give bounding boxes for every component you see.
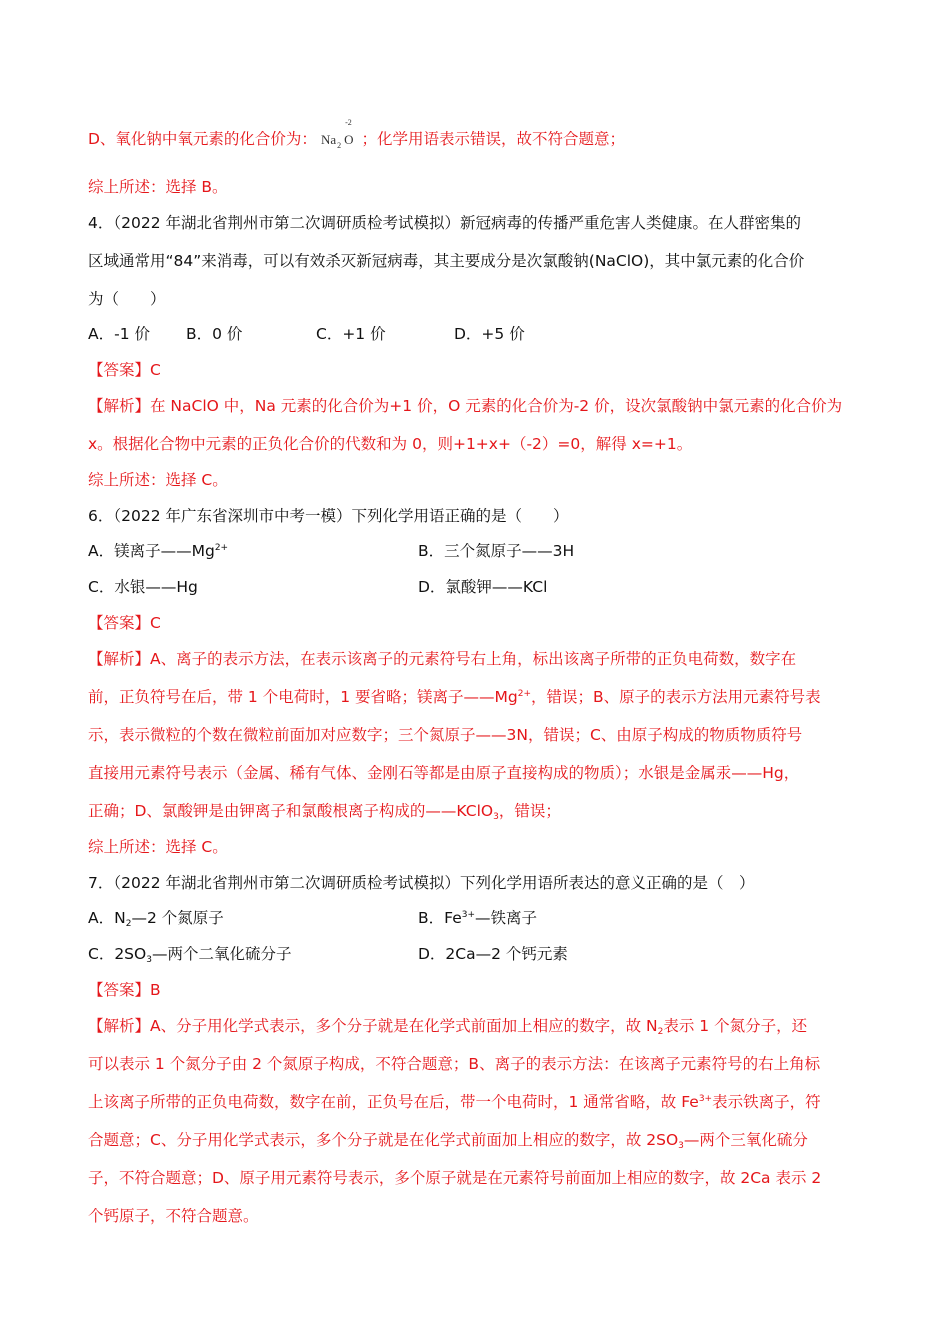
q6-options-row2	[88, 580, 868, 600]
q7-options-row2	[88, 947, 868, 967]
q7-analysis-line5: 子，不符合题意；D、原子用元素符号表示，多个原子就是在元素符号前面加上相应的数字，故 2Ca 表示 2	[88, 1169, 822, 1187]
q6-option-a: A．镁离子$——Mg^{2+}$	[88, 542, 229, 560]
q4-summary: 综上所述：选择 C。	[88, 471, 228, 489]
prev-summary: 综上所述：选择 B。	[88, 178, 228, 196]
q6-stem: 6．（2022 年广东省深圳市中考一模）下列化学用语正确的是（ ）	[88, 507, 569, 525]
q7-option-d: D．2Ca—2 个钙元素	[418, 945, 568, 963]
sodium-oxide-formula: $Na_2$ -2 O	[320, 118, 354, 150]
q4-options	[88, 327, 688, 347]
q7-option-a: A．$N_2—2$ 个氮原子	[88, 909, 224, 929]
q4-answer: 【答案】C	[88, 361, 161, 379]
q4-stem-line1: 4．（2022 年湖北省荆州市第二次调研质检考试模拟）新冠病毒的传播严重危害人类健康。在人群密集的	[88, 214, 801, 232]
valence-mark: -2	[345, 118, 352, 127]
q4-option-b: B．0 价	[186, 325, 243, 343]
q6-option-d: D．氯酸钾——KCl	[418, 578, 548, 596]
q7-option-b: B．$Fe^{3+}—$铁离子	[418, 909, 538, 927]
q4-stem-line2: 区域通常用“84”来消毒，可以有效杀灭新冠病毒，其主要成分是次氯酸钠(NaClO)，其中氯元素的化合价	[88, 252, 805, 270]
q4-analysis-line2: x。根据化合物中元素的正负化合价的代数和为 0，则+1+x+（-2）=0，解得 x=+1。	[88, 435, 693, 453]
q6-answer: 【答案】C	[88, 614, 161, 632]
q7-analysis-line6: 个钙原子，不符合题意。	[88, 1207, 259, 1225]
q4-analysis-line1: 【解析】在 NaClO 中，Na 元素的化合价为+1 价，O 元素的化合价为-2 价，设次氯酸钠中氯元素的化合价为	[88, 397, 843, 415]
q7-analysis-line4: 合题意；C、分子用化学式表示，多个分子就是在化学式前面加上相应的数字，故 $2SO_3—$两个三氧化硫分	[88, 1131, 808, 1151]
q7-analysis-line3: 上该离子所带的正负电荷数，数字在前，正负号在后，带一个电荷时，1 通常省略，故 $Fe^{3+}$表示铁离子，符	[88, 1093, 821, 1111]
q6-analysis-line1: 【解析】A、离子的表示方法，在表示该离子的元素符号右上角，标出该离子所带的正负电荷数，数字在	[88, 650, 797, 668]
q7-option-c: C．$2SO_3—$两个二氧化硫分子	[88, 945, 292, 965]
q6-analysis-line3: 示，表示微粒的个数在微粒前面加对应数字；三个氮原子——3N，错误；C、由原子构成的物质物质符号	[88, 726, 803, 744]
prev-d-suffix: ；化学用语表示错误，故不符合题意；	[361, 130, 626, 148]
q6-analysis-line2: 前，正负符号在后，带 1 个电荷时，1 要省略；镁离子$——Mg^{2+}$，错误；B、原子的表示方法用元素符号表	[88, 688, 821, 706]
q7-options-row1	[88, 911, 868, 931]
q7-analysis-line2: 可以表示 1 个氮分子由 2 个氮原子构成，不符合题意；B、离子的表示方法：在该离子元素符号的右上角标	[88, 1055, 821, 1073]
q6-analysis-line5: 正确；D、氯酸钾是由钾离子和氯酸根离子构成的——KClO$_3$，错误；	[88, 802, 561, 822]
q7-answer: 【答案】B	[88, 981, 161, 999]
q4-option-c: C．+1 价	[316, 325, 386, 343]
q6-summary: 综上所述：选择 C。	[88, 838, 228, 856]
prev-d-prefix: D、氧化钠中氧元素的化合价为：	[88, 130, 317, 148]
q6-option-c: C．水银——Hg	[88, 578, 198, 596]
q6-options-row1	[88, 544, 868, 564]
q4-stem-line3: 为（ ）	[88, 290, 166, 308]
q4-option-a: A．-1 价	[88, 325, 150, 343]
q7-stem: 7．（2022 年湖北省荆州市第二次调研质检考试模拟）下列化学用语所表达的意义正确的是（ ）	[88, 874, 755, 892]
q4-option-d: D．+5 价	[454, 325, 525, 343]
prev-option-d-analysis	[88, 118, 626, 150]
q7-analysis-line1: 【解析】A、分子用化学式表示，多个分子就是在化学式前面加上相应的数字，故 $N_2$表示 1 个氮分子，还	[88, 1017, 808, 1037]
q6-analysis-line4: 直接用元素符号表示（金属、稀有气体、金刚石等都是由原子直接构成的物质）；水银是金属汞——Hg，	[88, 764, 800, 782]
q6-option-b: B．三个氮原子——3H	[418, 542, 575, 560]
